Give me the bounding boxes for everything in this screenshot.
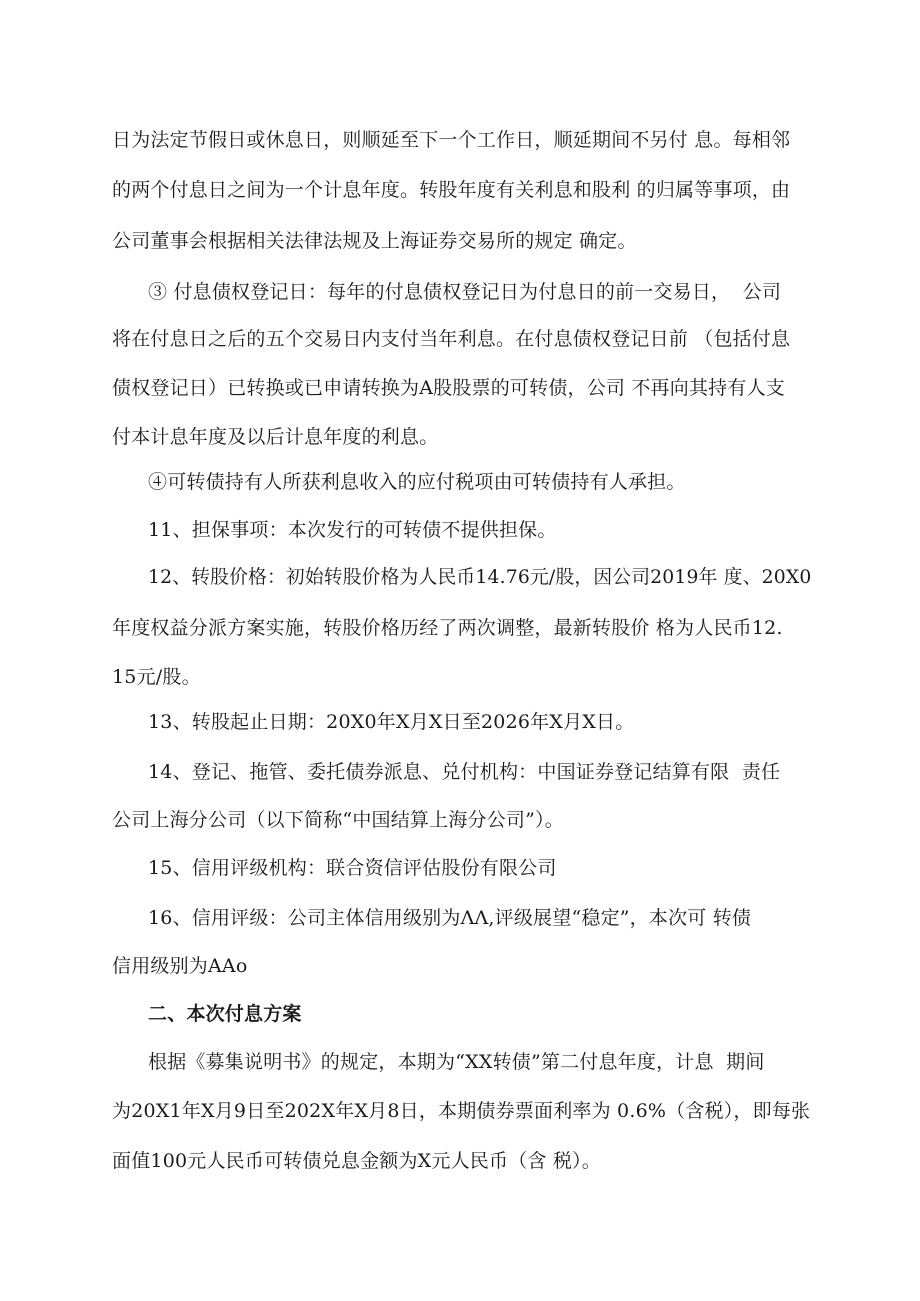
line-16: 15、信用评级机构：联合资信评估股份有限公司 bbox=[148, 857, 557, 879]
line-3: 公司董事会根据相关法律法规及上海证券交易所的规定 确定。 bbox=[112, 230, 637, 252]
line-8: ④可转债持有人所获利息收入的应付税项由可转债持有人承担。 bbox=[148, 471, 686, 493]
line-4: ③ 付息债权登记日：每年的付息债权登记日为付息日的前一交易日， 公司 bbox=[148, 281, 782, 303]
line-22: 面值100元人民币可转债兑息金额为X元人民币（含 税）。 bbox=[112, 1150, 601, 1172]
line-20: 根据《募集说明书》的规定，本期为“XX转债”第二付息年度，计息 期间 bbox=[148, 1051, 765, 1073]
line-17: 16、信用评级：公司主体信用级别为ΛΛ,评级展望“稳定”，本次可 转债 bbox=[148, 907, 752, 929]
line-2: 的两个付息日之间为一个计息年度。转股年度有关利息和股利 的归属等事项，由 bbox=[112, 179, 791, 201]
line-18: 信用级别为AAo bbox=[112, 955, 248, 977]
section-heading: 二、本次付息方案 bbox=[148, 1003, 302, 1025]
line-6: 债权登记日）已转换或已申请转换为A股股票的可转债，公司 不再向其持有人支 bbox=[112, 377, 785, 399]
line-10: 12、转股价格：初始转股价格为人民币14.76元/股，因公司2019年 度、20X0 bbox=[148, 566, 812, 588]
line-11: 年度权益分派方案实施，转股价格历经了两次调整，最新转股价 格为人民币12. bbox=[112, 617, 783, 639]
line-14: 14、登记、拖管、委托债券派息、兑付机构：中国证券登记结算有限 责任 bbox=[148, 761, 781, 783]
line-9: 11、担保事项：本次发行的可转债不提供担保。 bbox=[148, 519, 557, 541]
line-21: 为20X1年X月9日至202X年X月8日，本期债券票面利率为 0.6%（含税），即每张 bbox=[112, 1100, 811, 1122]
line-13: 13、转股起止日期：20X0年X月X日至2026年X月X日。 bbox=[148, 711, 635, 733]
line-7: 付本计息年度及以后计息年度的利息。 bbox=[112, 426, 439, 448]
line-15: 公司上海分公司（以下简称“中国结算上海分公司”）。 bbox=[112, 809, 564, 831]
line-12: 15元/股。 bbox=[112, 666, 201, 688]
line-5: 将在付息日之后的五个交易日内支付当年利息。在付息债权登记日前 （包括付息 bbox=[112, 328, 791, 350]
line-1: 日为法定节假日或休息日，则顺延至下一个工作日，顺延期间不另付 息。每相邻 bbox=[112, 129, 791, 151]
